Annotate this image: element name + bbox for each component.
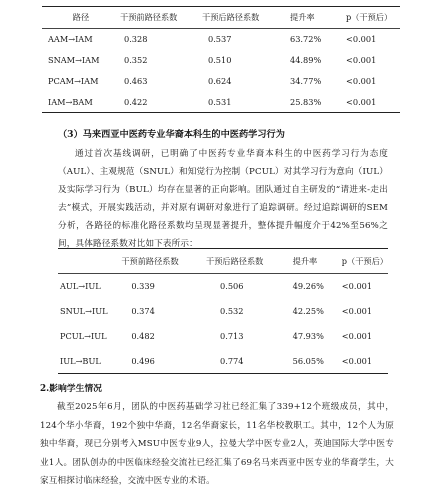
value-cell: 0.537 (208, 34, 232, 45)
value-cell: 0.532 (220, 306, 244, 316)
column-header (58, 249, 121, 274)
value-cell: 0.624 (208, 76, 232, 86)
path-cell: IAM→BAM (48, 96, 93, 107)
column-header: p（干预后） (346, 12, 393, 22)
value-cell: <0.001 (341, 355, 373, 366)
table-row (58, 324, 388, 349)
value-cell: <0.001 (341, 281, 373, 292)
path-cell: SNUL→IUL (60, 306, 108, 316)
path-coefficient-table-1 (42, 6, 400, 113)
path-cell: AUL→IUL (60, 281, 101, 292)
value-cell: <0.001 (346, 96, 377, 107)
path-cell: AAM→IAM (48, 34, 93, 45)
section-heading: （3）马来西亚中医药专业华裔本科生的中医药学习行为 (58, 129, 285, 140)
table-row (58, 349, 388, 374)
column-header: p（干预后） (341, 255, 388, 266)
body-paragraph: 截至2025年6月，团队的中医药基础学习社已经汇集了339+12个班级成员，其中，124个华小华裔，192个独中华裔，12名华裔家长，11名华校教职工。其中，12个人为原独中华裔，现已分别考入MSU中医专业9人，拉曼大学中医专业2人，英迪国际大学中医专业1人。团队创办的中医临床经验交流社已经汇集了69名马来西亚中医专业的华裔学生，大家互相探讨临床经验，交流中医专业的术语。 (40, 402, 394, 486)
path-coefficient-table-2 (58, 248, 388, 374)
value-cell: <0.001 (341, 331, 373, 341)
table-header-row (58, 249, 388, 274)
table-row (58, 274, 388, 299)
value-cell: 0.422 (124, 96, 148, 107)
value-cell: 0.339 (131, 281, 155, 292)
value-cell: 0.713 (220, 331, 244, 341)
value-cell: 0.328 (124, 34, 148, 45)
path-cell: SNAM→IAM (48, 55, 100, 65)
value-cell: 42.25% (292, 306, 324, 316)
value-cell: <0.001 (346, 55, 377, 65)
column-header: 路径 (72, 12, 90, 22)
value-cell: 44.89% (290, 55, 322, 65)
table-row (42, 92, 400, 113)
value-cell: 0.482 (131, 331, 155, 341)
value-cell: 25.83% (290, 96, 322, 107)
table-row (42, 71, 400, 92)
body-paragraph: 通过首次基线调研，已明确了中医药专业华裔本科生的中医药学习行为态度（AUL）、主观规范（SNUL）和知觉行为控制（PCUL）对其学习行为意向（IUL）及实际学习行为（BUL）均存在显著的正向影响。团队通过自主研发的“请进来-走出去”模式，开展实践活动，并对原有调研对象进行了追踪调研。经过追踪调研的SEM分析，各路径的标准化路径系数均呈现显著提升，整体提升幅度介于42%至56%之间，具体路径系数对比如下表所示： (58, 149, 388, 249)
column-header: 提升率 (292, 255, 318, 266)
table-row (58, 299, 388, 324)
column-header: 干预前路径系数 (121, 255, 179, 266)
column-header: 提升率 (290, 12, 315, 22)
value-cell: 34.77% (290, 76, 322, 86)
table-row (42, 50, 400, 71)
path-cell: PCAM→IAM (48, 76, 99, 86)
value-cell: <0.001 (341, 306, 373, 316)
table-row (42, 29, 400, 50)
value-cell: 0.352 (124, 55, 148, 65)
section-heading: 2.影响学生情况 (40, 384, 102, 394)
value-cell: 63.72% (290, 34, 322, 45)
value-cell: 56.05% (292, 355, 324, 366)
column-header: 干预前路径系数 (120, 12, 178, 22)
value-cell: <0.001 (346, 34, 377, 45)
table-header-row (42, 7, 400, 29)
value-cell: 49.26% (292, 281, 324, 292)
value-cell: 0.463 (124, 76, 148, 86)
path-cell: PCUL→IUL (60, 331, 107, 341)
value-cell: 47.93% (292, 331, 324, 341)
value-cell: <0.001 (346, 76, 377, 86)
value-cell: 0.531 (208, 96, 232, 107)
value-cell: 0.374 (131, 306, 155, 316)
column-header: 干预后路径系数 (202, 12, 260, 22)
value-cell: 0.774 (220, 355, 244, 366)
value-cell: 0.510 (208, 55, 232, 65)
column-header: 干预后路径系数 (206, 255, 264, 266)
value-cell: 0.496 (131, 355, 155, 366)
path-cell: IUL→BUL (60, 355, 101, 366)
value-cell: 0.506 (220, 281, 244, 292)
